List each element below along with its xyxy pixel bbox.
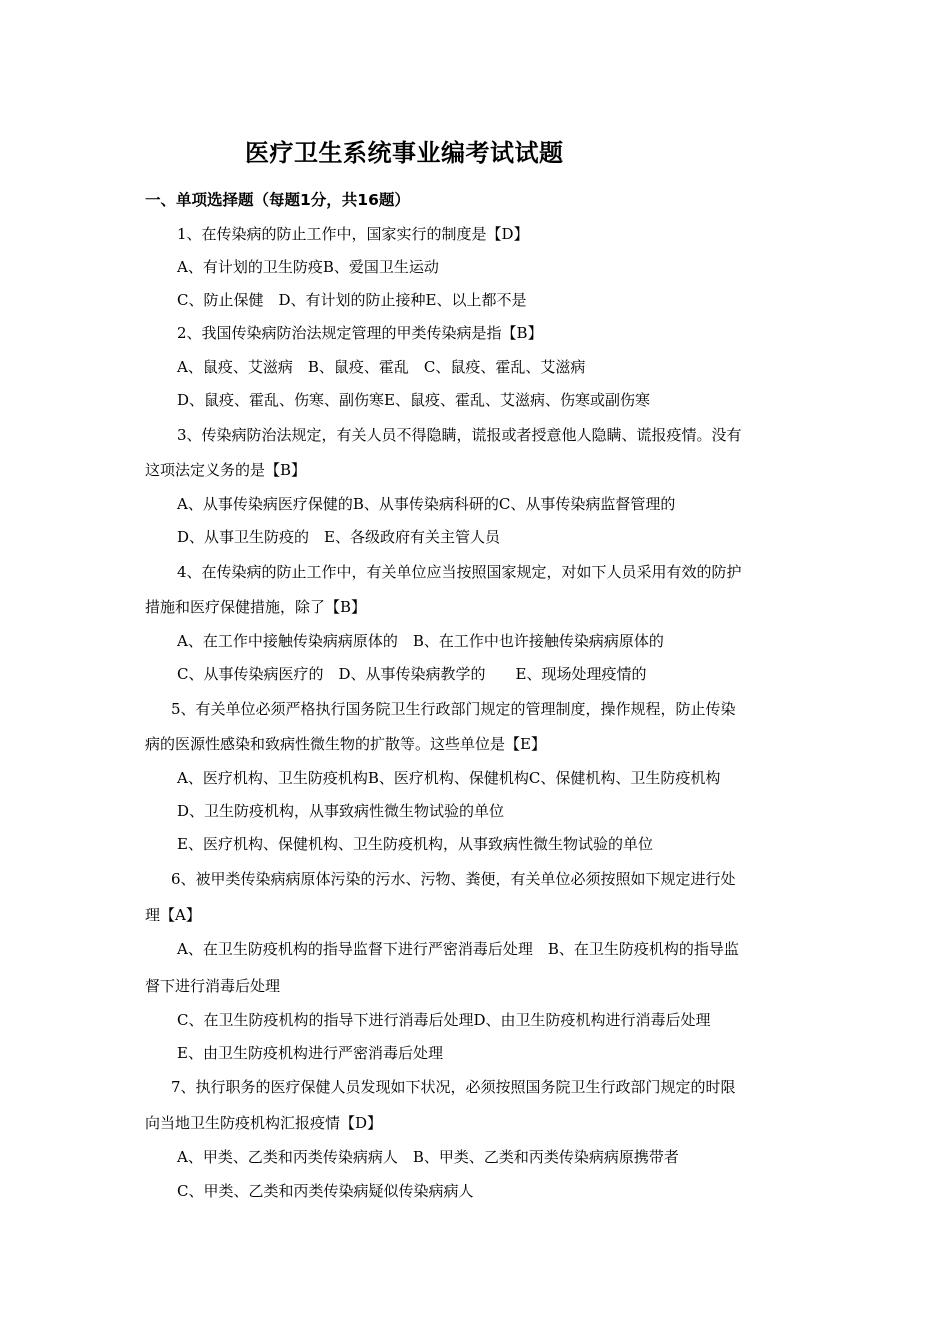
question-3-options-abc: A、从事传染病医疗保健的B、从事传染病科研的C、从事传染病监督管理的 (177, 495, 676, 513)
question-6-options-ab: A、在卫生防疫机构的指导监督下进行严密消毒后处理 B、在卫生防疫机构的指导监 (177, 940, 739, 958)
section-heading: 一、单项选择题（每题1分，共16题） (145, 191, 410, 209)
question-5-option-e: E、医疗机构、保健机构、卫生防疫机构，从事致病性微生物试验的单位 (177, 835, 653, 853)
question-6-stem: 6、被甲类传染病病原体污染的污水、污物、粪便，有关单位必须按照如下规定进行处 (171, 870, 736, 888)
question-7-option-c: C、甲类、乙类和丙类传染病疑似传染病病人 (177, 1182, 474, 1200)
question-6-stem-cont: 理【A】 (145, 906, 201, 924)
question-4-options-ab: A、在工作中接触传染病病原体的 B、在工作中也许接触传染病病原体的 (177, 632, 664, 650)
page-title: 医疗卫生系统事业编考试试题 (245, 139, 564, 167)
question-6-option-e: E、由卫生防疫机构进行严密消毒后处理 (177, 1044, 443, 1062)
question-5-options-abc: A、医疗机构、卫生防疫机构B、医疗机构、保健机构C、保健机构、卫生防疫机构 (177, 769, 721, 787)
question-4-stem-cont: 措施和医疗保健措施，除了【B】 (145, 598, 367, 616)
question-3-options-de: D、从事卫生防疫的 E、各级政府有关主管人员 (177, 528, 500, 546)
question-2-stem: 2、我国传染病防治法规定管理的甲类传染病是指【B】 (177, 324, 543, 342)
question-3-stem: 3、传染病防治法规定，有关人员不得隐瞒，谎报或者授意他人隐瞒、谎报疫情。没有 (177, 426, 742, 444)
question-5-stem: 5、有关单位必须严格执行国务院卫生行政部门规定的管理制度，操作规程，防止传染 (171, 700, 736, 718)
question-7-stem-cont: 向当地卫生防疫机构汇报疫情【D】 (145, 1114, 383, 1132)
question-7-stem: 7、执行职务的医疗保健人员发现如下状况，必须按照国务院卫生行政部门规定的时限 (171, 1078, 736, 1096)
question-2-options-de: D、鼠疫、霍乱、伤寒、副伤寒E、鼠疫、霍乱、艾滋病、伤寒或副伤寒 (177, 391, 650, 409)
question-5-stem-cont: 病的医源性感染和致病性微生物的扩散等。这些单位是【E】 (145, 735, 546, 753)
question-4-options-cde: C、从事传染病医疗的 D、从事传染病教学的 E、现场处理疫情的 (177, 665, 647, 683)
question-1-stem: 1、在传染病的防止工作中，国家实行的制度是【D】 (177, 225, 529, 243)
question-6-options-ab-cont: 督下进行消毒后处理 (145, 977, 281, 995)
question-1-options-ab: A、有计划的卫生防疫B、爱国卫生运动 (177, 258, 439, 276)
question-4-stem: 4、在传染病的防止工作中，有关单位应当按照国家规定，对如下人员采用有效的防护 (177, 563, 742, 581)
question-1-options-cde: C、防止保健 D、有计划的防止接种E、以上都不是 (177, 291, 527, 309)
question-2-options-abc: A、鼠疫、艾滋病 B、鼠疫、霍乱 C、鼠疫、霍乱、艾滋病 (177, 358, 586, 376)
question-6-options-cd: C、在卫生防疫机构的指导下进行消毒后处理D、由卫生防疫机构进行消毒后处理 (177, 1011, 711, 1029)
question-5-option-d: D、卫生防疫机构，从事致病性微生物试验的单位 (177, 802, 505, 820)
question-7-options-ab: A、甲类、乙类和丙类传染病病人 B、甲类、乙类和丙类传染病病原携带者 (177, 1148, 679, 1166)
question-3-stem-cont: 这项法定义务的是【B】 (145, 461, 307, 479)
